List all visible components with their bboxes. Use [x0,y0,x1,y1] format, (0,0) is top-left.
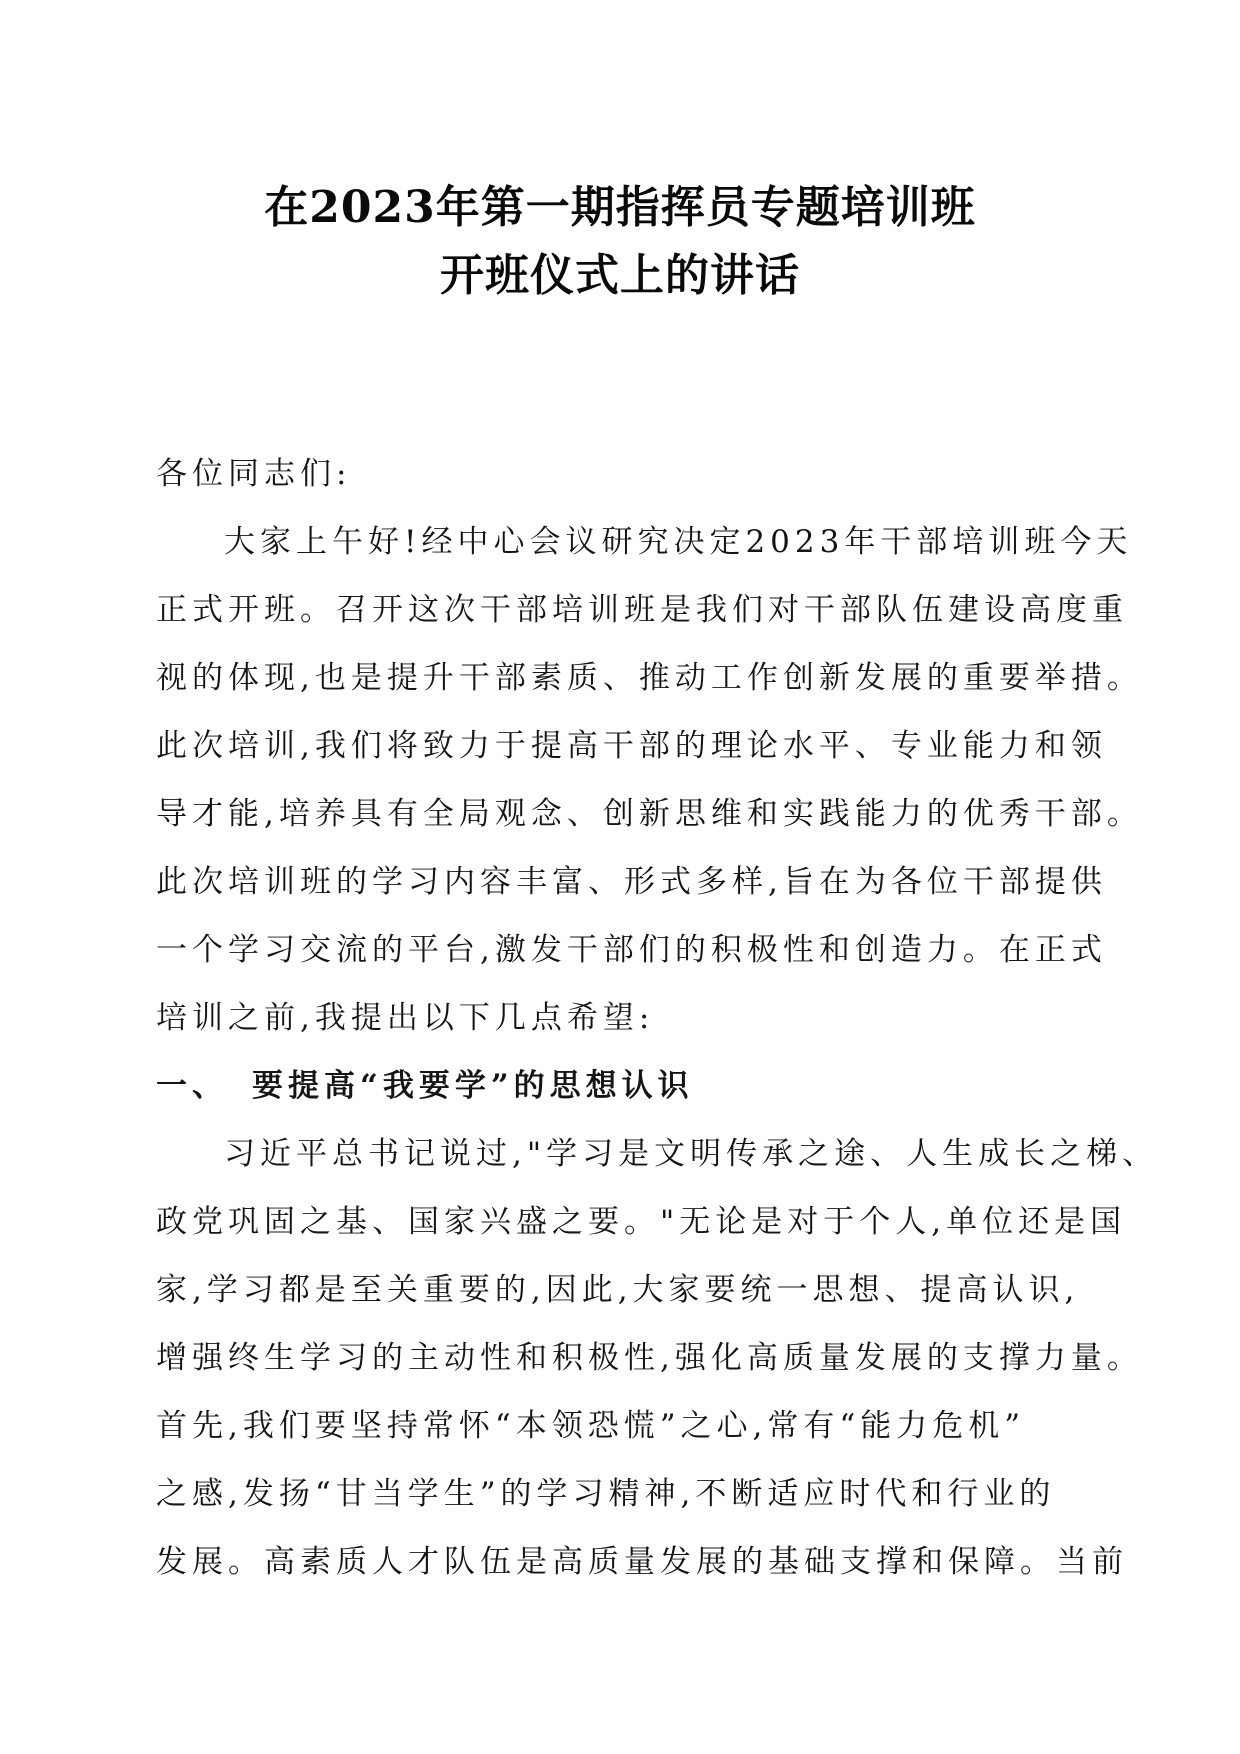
paragraph-line: 正式开班。召开这次干部培训班是我们对干部队伍建设高度重 [156,592,1128,628]
paragraph-line: 一个学习交流的平台,激发干部们的积极性和创造力。在正式 [156,932,1107,968]
document-title-line-1: 在2023年第一期指挥员专题培训班 [264,182,976,233]
paragraph-line: 习近平总书记说过,"学习是文明传承之途、人生成长之梯、 [224,1136,1159,1172]
paragraph-line: 视的体现,也是提升干部素质、推动工作创新发展的重要举措。 [156,660,1143,696]
paragraph-line: 政党巩固之基、国家兴盛之要。"无论是对于个人,单位还是国 [156,1204,1127,1240]
document-body [156,440,1159,1596]
paragraph-line: 家,学习都是至关重要的,因此,大家要统一思想、提高认识, [156,1272,1080,1308]
paragraph-line: 导才能,培养具有全局观念、创新思维和实践能力的优秀干部。 [156,796,1143,832]
salutation: 各位同志们: [156,456,352,492]
paragraph-line: 此次培训,我们将致力于提高干部的理论水平、专业能力和领 [156,728,1107,764]
paragraph-line: 此次培训班的学习内容丰富、形式多样,旨在为各位干部提供 [156,864,1107,900]
paragraph-2 [156,1120,1159,1596]
paragraph-line: 培训之前,我提出以下几点希望: [156,1000,655,1036]
section-heading-1 [156,1052,1086,1120]
document-title-line-2: 开班仪式上的讲话 [440,250,800,301]
paragraph-line: 增强终生学习的主动性和积极性,强化高质量发展的支撑力量。 [156,1340,1143,1376]
paragraph-1 [156,508,1143,1052]
paragraph-line: 首先,我们要坚持常怀“本领恐慌”之心,常有“能力危机” [156,1408,1026,1444]
section-heading-text: 要提高“我要学”的思想认识 [252,1068,694,1104]
paragraph-line: 大家上午好!经中心会议研究决定2023年干部培训班今天 [224,524,1133,560]
paragraph-line: 之感,发扬“甘当学生”的学习精神,不断适应时代和行业的 [156,1476,1056,1512]
paragraph-line: 发展。高素质人才队伍是高质量发展的基础支撑和保障。当前 [156,1544,1128,1580]
section-number: 一、 [156,1068,228,1104]
